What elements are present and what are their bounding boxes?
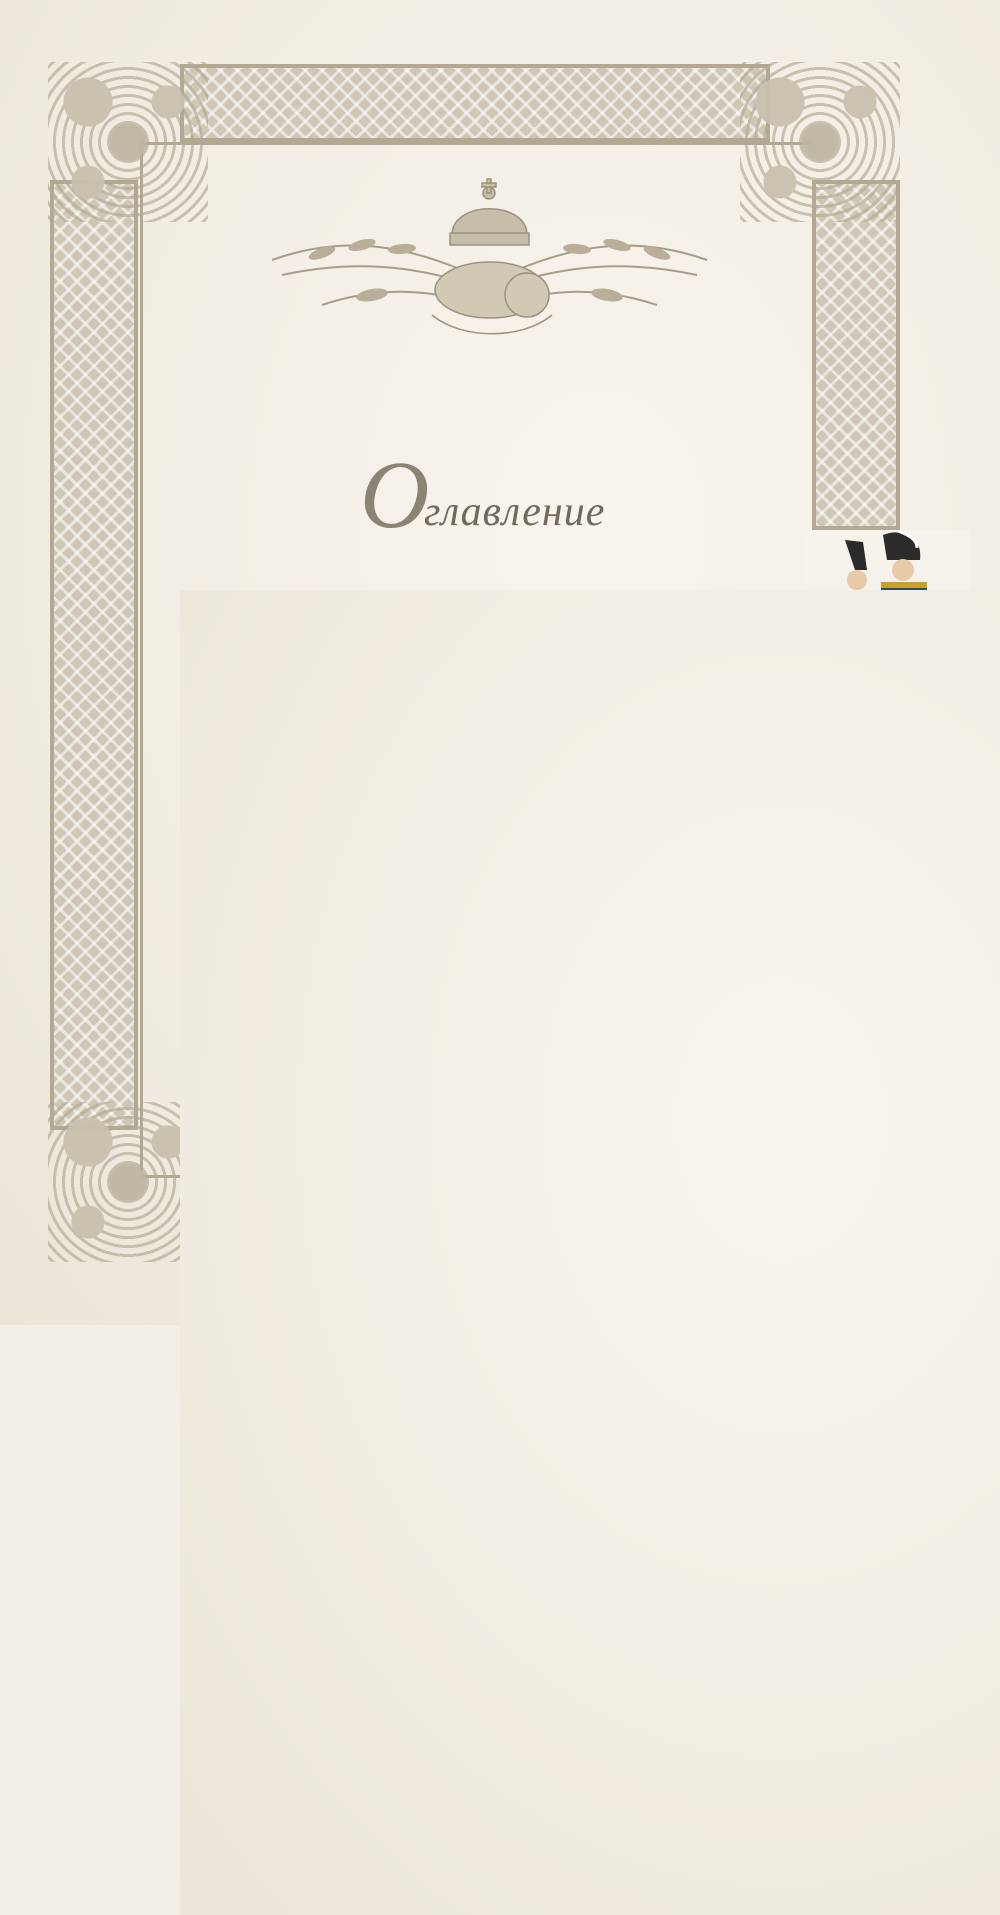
frame-border-right-upper <box>812 180 900 530</box>
toc-entry[interactable] <box>180 1084 785 1107</box>
title-initial: О <box>360 441 430 548</box>
imperial-crown-crest-icon <box>262 165 717 350</box>
toc-page-number <box>180 590 1000 1915</box>
page-title <box>360 440 660 550</box>
title-rest: главление <box>424 489 606 535</box>
toc-chapter <box>180 1038 785 1107</box>
frame-corner-ornament-icon <box>740 62 900 222</box>
frame-border-top <box>180 64 770 142</box>
table-of-contents <box>180 590 785 1129</box>
frame-corner-ornament-icon <box>48 62 208 222</box>
frame-border-left <box>50 180 138 1130</box>
